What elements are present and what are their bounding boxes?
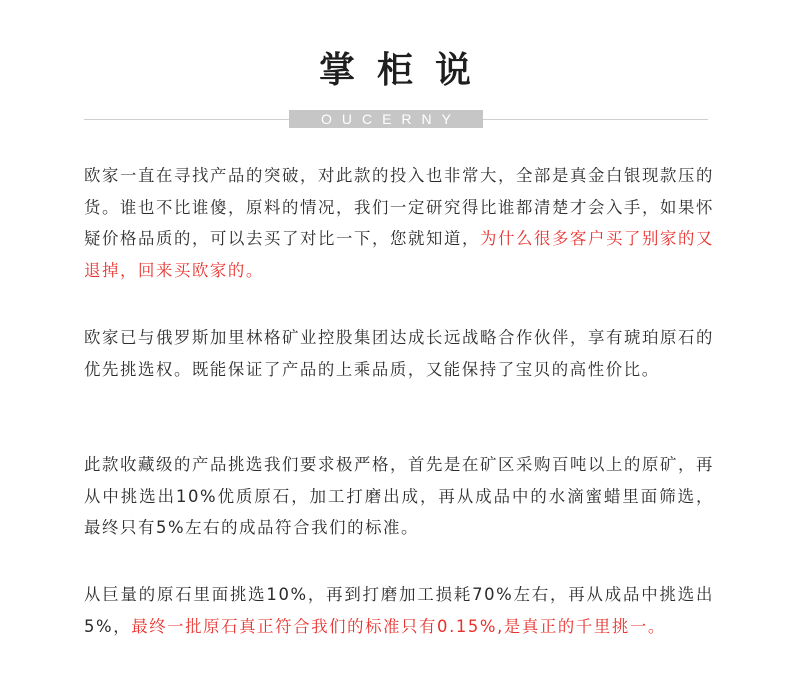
page-title: 掌柜说: [318, 50, 493, 91]
paragraph-yield: [84, 579, 714, 642]
page-header: [0, 0, 790, 130]
paragraph-text: 欧家一直在寻找产品的突破，对此款的投入也非常大，全部是真金白银现款压的货。谁也不比谁傻，原料的情况，我们一定研究得比谁都清楚才会入手，如果怀疑价格品质的，可以去买了对比一下，您就知道，: [84, 166, 714, 248]
paragraph-text: 此款收藏级的产品挑选我们要求极严格，首先是在矿区采购百吨以上的原矿，再从中挑选出10%优质原石，加工打磨出成，再从成品中的水滴蜜蜡里面筛选，最终只有5%左右的成品符合我们的标准。: [84, 455, 714, 537]
paragraph-selection: [84, 449, 714, 544]
paragraph-text: 从巨量的原石里面挑选10%，再到打磨加工损耗70%左右，再从成品中挑选出5%，: [84, 585, 714, 636]
paragraph-text: 欧家已与俄罗斯加里林格矿业控股集团达成长远战略合作伙伴，享有琥珀原石的优先挑选权。既能保证了产品的上乘品质，又能保持了宝贝的高性价比。: [84, 328, 714, 379]
brand-subtitle: OUCERNY: [289, 110, 483, 128]
highlighted-text: 为什么很多客户买了别家的又退掉，回来买欧家的。: [84, 229, 714, 280]
highlighted-text: 最终一批原石真正符合我们的标准只有0.15%,是真正的千里挑一。: [131, 616, 666, 636]
paragraph-sourcing: [84, 160, 714, 286]
paragraph-partnership: [84, 322, 714, 385]
